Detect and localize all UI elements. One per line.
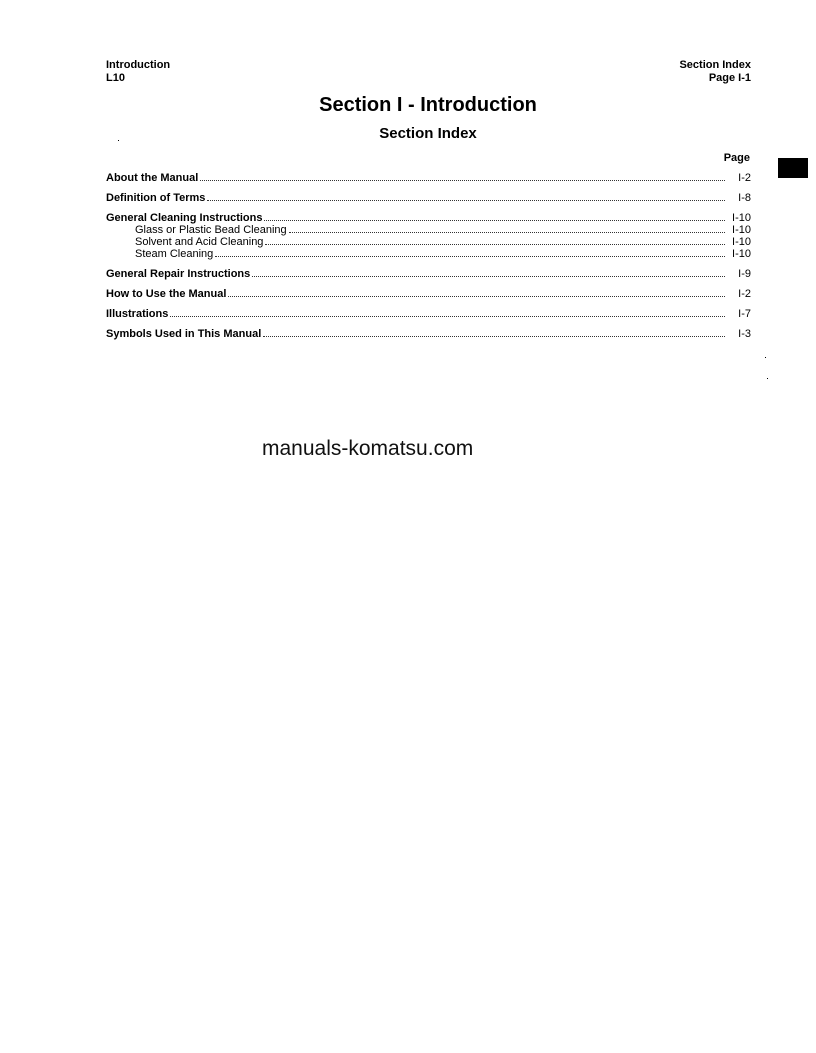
toc-entry-label: Definition of Terms <box>106 191 206 204</box>
toc-entry-page: I-10 <box>732 236 751 249</box>
watermark-link[interactable]: manuals-komatsu.com <box>262 437 474 460</box>
toc-entry-label: Illustrations <box>106 307 169 320</box>
toc-entry[interactable] <box>106 308 751 320</box>
toc-entry-label: Symbols Used in This Manual <box>106 327 262 340</box>
toc-entry[interactable] <box>106 328 751 340</box>
toc-entry[interactable] <box>106 288 751 300</box>
scan-speck <box>765 357 766 358</box>
toc-entry-page: I-7 <box>738 307 751 320</box>
toc-entry-page: I-8 <box>738 191 751 204</box>
dot-leader <box>215 248 725 257</box>
toc-entry-page: I-10 <box>732 248 751 261</box>
page-subtitle: Section Index <box>379 125 477 142</box>
dot-leader <box>207 192 725 201</box>
toc-entry-label: Solvent and Acid Cleaning <box>135 236 264 249</box>
table-of-contents <box>106 172 751 340</box>
toc-entry-label: Glass or Plastic Bead Cleaning <box>135 223 287 236</box>
toc-entry-page: I-10 <box>732 223 751 236</box>
scan-speck <box>118 140 119 141</box>
dot-leader <box>170 308 725 317</box>
running-header-right <box>679 59 751 85</box>
scan-speck <box>767 378 768 379</box>
section-tab-marker <box>778 158 808 178</box>
toc-subentry[interactable] <box>106 248 751 260</box>
dot-leader <box>264 212 725 221</box>
toc-entry-label: Steam Cleaning <box>135 248 214 261</box>
toc-entry-label: General Repair Instructions <box>106 268 251 281</box>
dot-leader <box>263 328 725 337</box>
toc-subentry[interactable] <box>106 224 751 236</box>
toc-subentry[interactable] <box>106 236 751 248</box>
header-model: L10 <box>106 72 125 84</box>
toc-entry-page: I-10 <box>732 211 751 224</box>
dot-leader <box>252 268 725 277</box>
page-title: Section I - Introduction <box>319 94 537 116</box>
running-header-left <box>106 59 170 85</box>
header-page-number: Page I-1 <box>708 72 751 84</box>
toc-entry-page: I-9 <box>738 268 751 281</box>
toc-entry-page: I-2 <box>738 172 751 184</box>
toc-entry-page: I-2 <box>738 288 751 301</box>
page-column-label: Page <box>723 152 750 164</box>
toc-entry-label: General Cleaning Instructions <box>106 211 263 224</box>
dot-leader <box>265 236 725 245</box>
toc-entry-label: About the Manual <box>106 172 199 184</box>
dot-leader <box>228 288 725 297</box>
header-subsection: Section Index <box>679 59 751 71</box>
dot-leader <box>289 224 725 233</box>
toc-entry-label: How to Use the Manual <box>106 288 227 301</box>
toc-entry[interactable] <box>106 172 751 184</box>
toc-entry[interactable] <box>106 192 751 204</box>
dot-leader <box>200 172 725 181</box>
toc-entry-page: I-3 <box>738 327 751 340</box>
header-section-name: Introduction <box>106 59 171 71</box>
toc-entry[interactable] <box>106 268 751 280</box>
toc-entry[interactable] <box>106 212 751 224</box>
